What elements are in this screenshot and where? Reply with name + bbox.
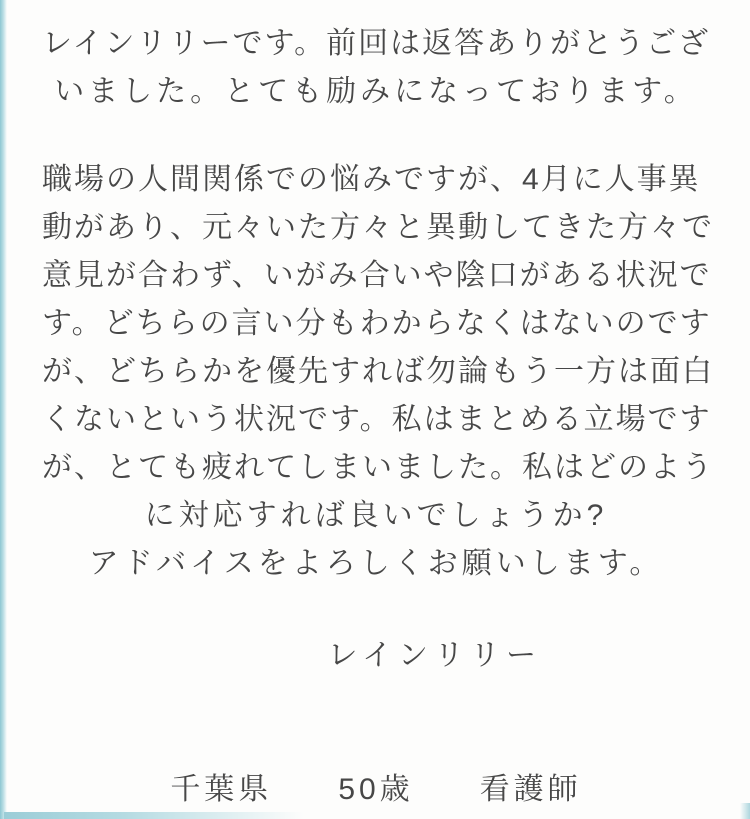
sender-age: 50歳 [338,773,414,806]
paragraph-main [42,156,714,588]
letter-line: が、とても疲れてしまいました。私はどのよう [42,451,714,484]
letter-line: くないという状況です。私はまとめる立場です [42,403,712,436]
sender-prefecture: 千葉県 [170,773,273,806]
letter-line: 動があり、元々いた方々と異動してきた方々で [42,211,714,244]
letter-line: 意見が合わず、いがみ合いや陰口がある状況で [42,259,712,292]
sender-info [42,766,710,814]
paragraph-greeting [42,20,710,116]
letter-line: 職場の人間関係での悩みですが、4月に人事異 [42,163,701,196]
letter-line: に対応すれば良いでしょうか? [144,499,608,532]
letter-line: レインリリーです。前回は返答ありがとうござ [42,27,711,60]
letter-line: いました。とても励みになっております。 [54,75,698,108]
letter-line: アドバイスをよろしくお願いします。 [88,547,664,580]
letter-line: が、どちらかを優先すれば勿論もう一方は面白 [42,355,714,388]
signature: レインリリー [327,639,542,672]
letter-line: す。どちらの言い分もわからなくはないのです [42,307,712,340]
sender-occupation: 看護師 [479,773,582,806]
